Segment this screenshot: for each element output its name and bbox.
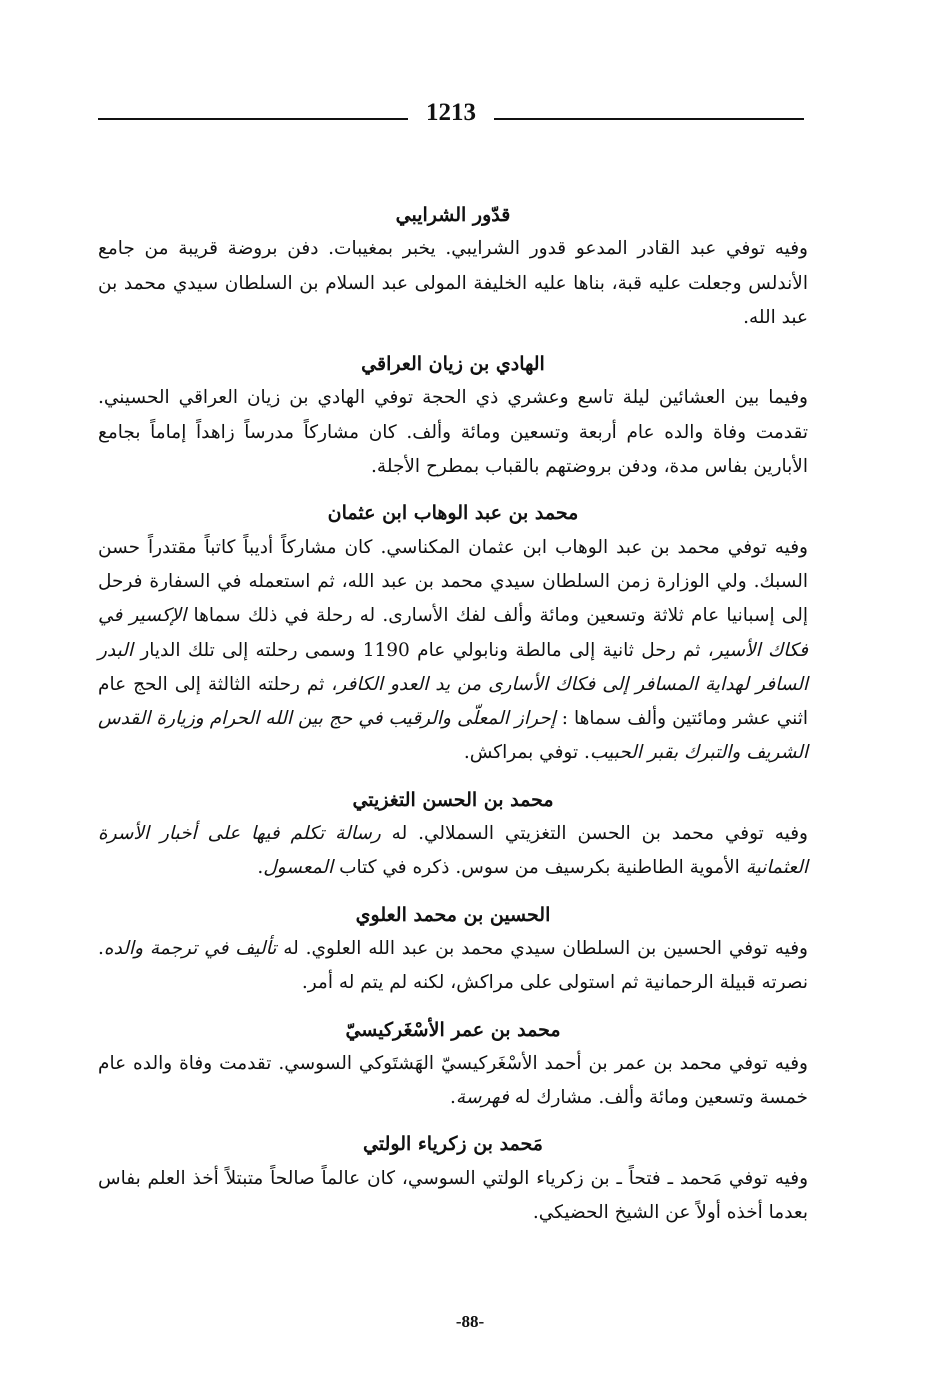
entry-body <box>98 1047 808 1116</box>
body-text: . توفي بمراكش. <box>463 742 590 764</box>
book-title: فهرسة <box>455 1087 509 1109</box>
entry-body <box>98 232 808 335</box>
entry-body <box>98 381 808 484</box>
body-text: وفيه توفي الحسين بن السلطان سيدي محمد بن عبد الله العلوي. له <box>276 937 808 959</box>
body-text: وفيه توفي عبد القادر المدعو قدور الشرايبي. يخبر بمغيبات. دفن بروضة قريبة من جامع الأندلس وجعلت عليه قبة، بناها عليه الخليفة المولى عبد السلام بن السلطان سيدي محمد بن عبد الله. <box>98 238 808 328</box>
entry-body <box>98 817 808 886</box>
body-text: وفيه توفي مَحمد ـ فتحاً ـ بن زكرياء الولتي السوسي، كان عالماً صالحاً متبتلاً أخذ العلم بفاس بعدما أخذه أولاً عن الشيخ الحضيكي. <box>98 1167 808 1224</box>
body-text: ، ثم رحل ثانية إلى مالطة ونابولي عام 1190 وسمى رحلته إلى تلك الديار <box>133 639 714 661</box>
entry-title: محمد بن عمر الأسْغَركيسيّ <box>345 1018 561 1041</box>
body-text: . <box>450 1087 456 1109</box>
body-text: وفيه توفي محمد بن عمر بن أحمد الأسْغَركيسيّ الهَشتَوكي السوسي. تقدمت وفاة والده عام خمسة وتسعين ومائة وألف. مشارك له <box>98 1052 808 1109</box>
body-text: وفيه توفي محمد بن الحسن التغزيتي السملالي. له <box>380 823 808 845</box>
header-rule-right <box>494 118 804 120</box>
entry-title: الهادي بن زيان العراقي <box>361 353 545 376</box>
body-text: الأموية الطاطنية بكرسيف من سوس. ذكره في كتاب <box>333 857 746 879</box>
entry-body <box>98 932 808 1001</box>
entry-title: مَحمد بن زكرياء الولتي <box>363 1133 543 1156</box>
book-title: الإكسير في فكاك الأسير <box>98 605 808 661</box>
book-title: البدر السافر لهداية المسافر إلى فكاك الأسارى من يد العدو الكافر <box>98 639 808 695</box>
header-rule-left <box>98 118 408 120</box>
body-text: . <box>257 857 264 879</box>
book-title: رسالة تكلم فيها على أخبار الأسرة العثمانية <box>98 823 808 879</box>
entry-body <box>98 531 808 771</box>
body-text: وفيما بين العشائين ليلة تاسع وعشري ذي الحجة توفي الهادي بن زيان العراقي الحسيني. تقدمت وفاة والده عام أربعة وتسعين ومائة وألف. كان مشاركاً مدرساً زاهداً إماماً بجامع الأبارين بفاس مدة، ودفن بروضتهم بالقباب بمطرح الأجلة. <box>98 387 808 478</box>
page-header <box>98 92 804 132</box>
page-number: -88- <box>455 1312 485 1331</box>
body-text: . نصرته قبيلة الرحمانية ثم استولى على مراكش، لكنه لم يتم له أمر. <box>98 937 808 994</box>
book-title: تأليف في ترجمة والده <box>103 937 277 959</box>
body-text: ، ثم رحلته الثالثة إلى الحج عام اثني عشر ومائتين وألف سماها : <box>98 673 808 730</box>
entry-title: محمد بن عبد الوهاب ابن عثمان <box>327 502 579 525</box>
year-heading: 1213 <box>426 98 476 126</box>
entry-body <box>98 1162 808 1231</box>
entry-title: الحسين بن محمد العلوي <box>355 903 551 926</box>
book-title: المعسول <box>263 857 334 879</box>
entry-title: محمد بن الحسن التغزيتي <box>352 788 554 811</box>
page-content <box>98 198 808 1230</box>
entry-title: قدّور الشرايبي <box>395 204 511 226</box>
book-title: إحراز المعلّى والرقيب في حج بين الله الحرام وزيارة القدس الشريف والتبرك بقبر الحبيب <box>98 708 808 764</box>
body-text: وفيه توفي محمد بن عبد الوهاب ابن عثمان المكناسي. كان مشاركاً أديباً كاتباً مقتدراً حسن السبك. ولي الوزارة زمن السلطان سيدي محمد بن عبد الله، ثم استعمله في السفارة فرحل إلى إسبانيا عام ثلاثة وتسعين ومائة وألف لفك الأسارى. له رحلة في ذلك سماها <box>98 536 808 627</box>
